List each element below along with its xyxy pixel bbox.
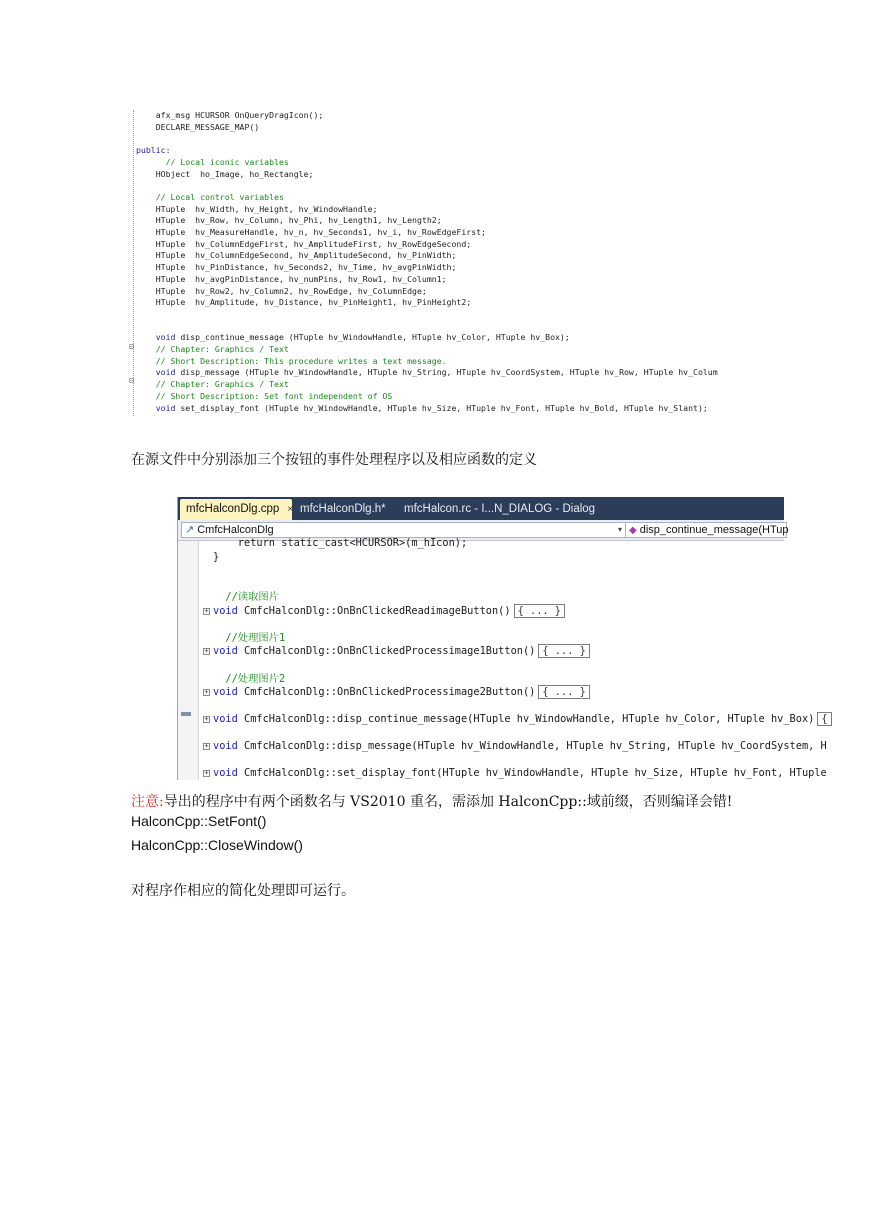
code-line (136, 110, 323, 121)
code-line (213, 591, 279, 604)
code-line (136, 227, 486, 238)
code-line (136, 169, 313, 180)
code-token: void (155, 402, 176, 413)
code-token: // Short Description: This procedure writes a text message. (155, 355, 447, 366)
paragraph-simplify: 对程序作相应的简化处理即可运行。 (131, 883, 355, 899)
tab-mfchalcondlg-cpp[interactable] (180, 499, 292, 520)
note-text: 导出的程序中有两个函数名与 VS2010 重名，需添加 HalconCpp::域前缀，否则编译会错! (163, 794, 733, 810)
code-line (136, 215, 442, 226)
code-indent (136, 204, 156, 214)
code-line (136, 332, 570, 343)
note-label: 注意: (131, 794, 164, 810)
code-line (136, 122, 259, 133)
fold-marker: ⊟ (129, 342, 134, 351)
code-indent (136, 157, 166, 167)
code-indent (136, 192, 156, 202)
code-line (213, 645, 590, 658)
code-token: public: (136, 145, 171, 156)
expand-fold-icon[interactable]: + (204, 769, 209, 778)
code-token: HTuple hv_Width, hv_Height, hv_WindowHandle; (155, 203, 378, 214)
code-token: //处理图片2 (213, 672, 286, 685)
chevron-down-icon: ▾ (617, 525, 622, 534)
code-token: HTuple hv_Row2, hv_Column2, hv_RowEdge, hv_ColumnEdge; (155, 285, 427, 296)
collapsed-body-box[interactable]: { ... } (514, 604, 565, 618)
code-line (136, 379, 289, 390)
code-line (213, 767, 827, 780)
code-token: void (213, 740, 238, 753)
code-token: DECLARE_MESSAGE_MAP() (155, 121, 260, 132)
code-token: afx_msg HCURSOR OnQueryDragIcon(); (155, 110, 324, 120)
code-token: void (213, 713, 238, 726)
code-line (136, 344, 289, 355)
code-token: // Chapter: Graphics / Text (155, 379, 289, 390)
code-indent (136, 391, 156, 401)
code-token: HTuple hv_ColumnEdgeFirst, hv_AmplitudeFirst, hv_RowEdgeSecond; (155, 238, 472, 249)
header-code-screenshot (128, 110, 740, 416)
code-token: void (213, 686, 238, 699)
code-token: //读取图片 (213, 591, 279, 604)
code-editor[interactable] (178, 537, 828, 780)
tab-mfchalcon-rc-dialog[interactable] (398, 499, 608, 520)
code-indent (136, 344, 156, 354)
code-line (136, 204, 378, 215)
code-line (136, 403, 708, 414)
code-token: HTuple hv_PinDistance, hv_Seconds2, hv_Time, hv_avgPinWidth; (155, 262, 457, 273)
code-line (136, 145, 171, 156)
code-indent (136, 169, 156, 179)
code-line (213, 673, 285, 686)
class-dropdown[interactable] (181, 522, 626, 538)
code-line (213, 537, 467, 550)
code-indent (136, 227, 156, 237)
code-token: set_display_font (HTuple hv_WindowHandle, HTuple hv_Size, HTuple hv_Font, HTuple hv_Bold, HTuple hv_Slant); (175, 402, 708, 413)
code-token: // Short Description: Set font independent of OS (155, 390, 393, 401)
code-token: } (213, 550, 220, 563)
code-indent (136, 332, 156, 342)
code-line (136, 297, 471, 308)
code-token: //处理图片1 (213, 631, 286, 644)
code-indent (136, 122, 156, 132)
editor-margin (178, 541, 199, 780)
document-tab-bar (178, 497, 784, 520)
code-token: CmfcHalconDlg::disp_continue_message(HTuple hv_WindowHandle, HTuple hv_Color, HTuple hv_Box) (237, 713, 815, 726)
paragraph-add-handlers: 在源文件中分别添加三个按钮的事件处理程序以及相应函数的定义 (131, 452, 537, 468)
code-line (136, 192, 284, 203)
code-token: void (155, 367, 176, 378)
code-token: return static_cast<HCURSOR>(m_hIcon); (213, 537, 468, 549)
code-setfont: HalconCpp::SetFont() (131, 813, 267, 829)
code-token: HTuple hv_MeasureHandle, hv_n, hv_Seconds1, hv_i, hv_RowEdgeFirst; (155, 227, 486, 237)
code-token: HTuple hv_Row, hv_Column, hv_Phi, hv_Length1, hv_Length2; (155, 215, 442, 226)
code-indent (136, 262, 156, 272)
code-indent (136, 356, 156, 366)
code-token: CmfcHalconDlg::OnBnClickedProcessimage2Button() (237, 686, 536, 699)
code-indent (136, 239, 156, 249)
code-closewindow: HalconCpp::CloseWindow() (131, 837, 303, 853)
code-indent (136, 367, 156, 377)
code-indent (136, 110, 156, 120)
code-token: // Chapter: Graphics / Text (155, 344, 289, 354)
code-indent (136, 379, 156, 389)
code-token: void (155, 332, 176, 343)
code-indent (136, 403, 156, 413)
expand-fold-icon[interactable]: + (204, 606, 209, 615)
code-line (136, 250, 456, 261)
code-line (136, 239, 471, 250)
member-dropdown[interactable] (625, 522, 787, 538)
fold-guide-line (133, 110, 135, 416)
code-indent (136, 250, 156, 260)
code-line (136, 367, 718, 378)
code-token: void (213, 604, 238, 617)
code-line (213, 740, 827, 753)
code-line (213, 551, 219, 564)
tab-label: mfcHalcon.rc - I...N_DIALOG - Dialog (404, 503, 596, 515)
collapsed-body-box[interactable]: { ... } (538, 644, 589, 658)
code-line (136, 262, 456, 273)
change-marker (181, 712, 191, 716)
class-dropdown-value: CmfcHalconDlg (197, 524, 274, 536)
code-token: HTuple hv_Amplitude, hv_Distance, hv_PinHeight1, hv_PinHeight2; (155, 297, 472, 308)
collapsed-body-box[interactable]: { (817, 712, 831, 726)
code-line (213, 605, 565, 618)
code-line (213, 713, 832, 726)
expand-fold-icon[interactable]: + (204, 742, 209, 751)
code-indent (136, 297, 156, 307)
tab-label: mfcHalconDlg.cpp (186, 503, 280, 515)
code-token: CmfcHalconDlg::OnBnClickedProcessimage1Button() (237, 645, 536, 658)
code-token: CmfcHalconDlg::set_display_font(HTuple hv_WindowHandle, HTuple hv_Size, HTuple hv_Font, HTuple (237, 767, 827, 780)
code-token: // Local iconic variables (165, 156, 289, 167)
code-indent (136, 286, 156, 296)
code-token: HTuple hv_ColumnEdgeSecond, hv_AmplitudeSecond, hv_PinWidth; (155, 250, 457, 261)
code-token: HObject ho_Image, ho_Rectangle; (155, 168, 314, 179)
code-token: // Local control variables (155, 191, 284, 202)
collapsed-body-box[interactable]: { ... } (538, 685, 589, 699)
expand-fold-icon[interactable]: + (204, 688, 209, 697)
code-token: CmfcHalconDlg::disp_message(HTuple hv_WindowHandle, HTuple hv_String, HTuple hv_CoordSystem, H (237, 740, 827, 753)
method-icon: ◆ (629, 525, 637, 536)
fold-marker: ⊟ (129, 376, 134, 385)
expand-fold-icon[interactable]: + (204, 715, 209, 724)
code-line (136, 157, 289, 168)
vs-editor-screenshot (177, 497, 828, 780)
code-indent (136, 215, 156, 225)
code-line (136, 356, 447, 367)
code-line (213, 686, 590, 699)
code-line (213, 632, 285, 645)
expand-fold-icon[interactable]: + (204, 647, 209, 656)
code-token: HTuple hv_avgPinDistance, hv_numPins, hv_Row1, hv_Column1; (155, 273, 447, 284)
note-paragraph (131, 791, 732, 811)
close-icon[interactable]: × (287, 504, 294, 515)
code-token: CmfcHalconDlg::OnBnClickedReadimageButton() (237, 604, 511, 617)
code-line (136, 274, 447, 285)
code-token: void (213, 767, 238, 780)
member-dropdown-value: disp_continue_message(HTup (639, 524, 789, 536)
class-arrow-icon: ↗ (185, 524, 195, 536)
code-token: disp_continue_message (HTuple hv_WindowHandle, HTuple hv_Color, HTuple hv_Box); (175, 332, 570, 343)
tab-label: mfcHalconDlg.h* (300, 503, 386, 515)
code-token: void (213, 645, 238, 658)
code-line (136, 391, 392, 402)
code-indent (136, 274, 156, 284)
tab-mfchalcondlg-h[interactable] (294, 499, 394, 520)
code-token: disp_message (HTuple hv_WindowHandle, HTuple hv_String, HTuple hv_CoordSystem, HTuple hv_Row, HTuple hv_Colum (175, 367, 718, 378)
code-line (136, 286, 427, 297)
